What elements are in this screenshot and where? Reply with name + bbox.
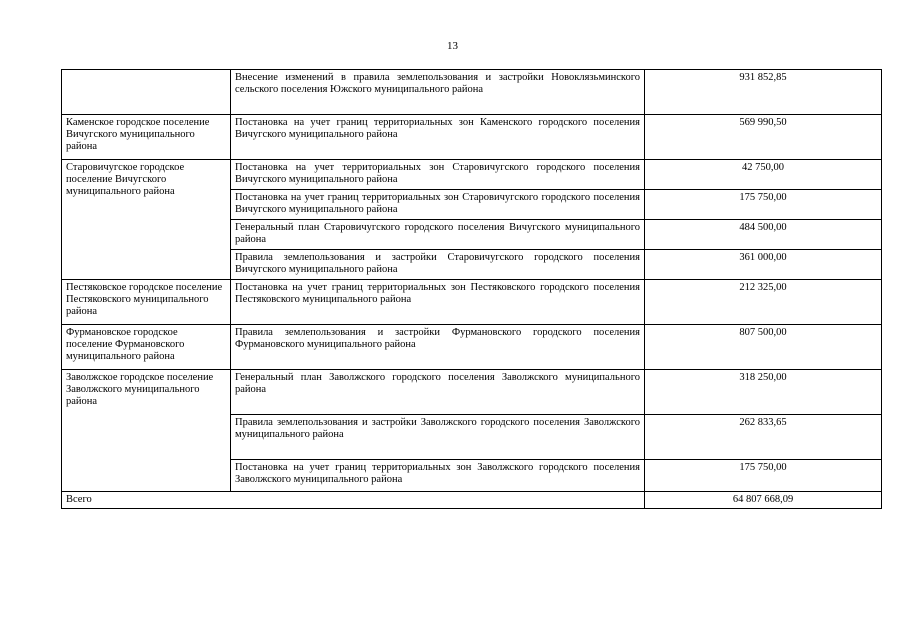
work-description-cell: Генеральный план Старовичугского городского поселения Вичугского муниципального района	[231, 220, 645, 250]
amount-cell: 361 000,00	[645, 250, 882, 280]
amount-cell: 42 750,00	[645, 160, 882, 190]
municipality-cell: Фурмановское городское поселение Фурмановского муниципального района	[62, 325, 231, 370]
municipality-cell: Старовичугское городское поселение Вичугского муниципального района	[62, 160, 231, 280]
work-description-cell: Правила землепользования и застройки Фурмановского городского поселения Фурмановского муниципального района	[231, 325, 645, 370]
work-description-cell: Постановка на учет границ территориальных зон Старовичугского городского поселения Вичугского муниципального района	[231, 190, 645, 220]
work-description-cell: Постановка на учет границ территориальных зон Заволжского городского поселения Заволжского муниципального района	[231, 460, 645, 492]
work-description-cell: Правила землепользования и застройки Заволжского городского поселения Заволжского муниципального района	[231, 415, 645, 460]
amount-cell: 569 990,50	[645, 115, 882, 160]
budget-table	[61, 69, 882, 509]
municipality-cell	[62, 70, 231, 115]
amount-cell: 175 750,00	[645, 460, 882, 492]
table-row	[62, 70, 882, 115]
total-label: Всего	[62, 492, 645, 509]
work-description-cell: Постановка на учет территориальных зон Старовичугского городского поселения Вичугского муниципального района	[231, 160, 645, 190]
total-row	[62, 492, 882, 509]
table-row	[62, 370, 882, 415]
total-amount: 64 807 668,09	[645, 492, 882, 509]
amount-cell: 807 500,00	[645, 325, 882, 370]
municipality-cell: Пестяковское городское поселение Пестяковского муниципального района	[62, 280, 231, 325]
municipality-cell: Каменское городское поселение Вичугского муниципального района	[62, 115, 231, 160]
table-row	[62, 115, 882, 160]
amount-cell: 484 500,00	[645, 220, 882, 250]
work-description-cell: Генеральный план Заволжского городского поселения Заволжского муниципального района	[231, 370, 645, 415]
work-description-cell: Постановка на учет границ территориальных зон Каменского городского поселения Вичугского муниципального района	[231, 115, 645, 160]
municipality-cell: Заволжское городское поселение Заволжского муниципального района	[62, 370, 231, 492]
amount-cell: 175 750,00	[645, 190, 882, 220]
work-description-cell: Правила землепользования и застройки Старовичугского городского поселения Вичугского муниципального района	[231, 250, 645, 280]
table-row	[62, 325, 882, 370]
amount-cell: 212 325,00	[645, 280, 882, 325]
work-description-cell: Внесение изменений в правила землепользования и застройки Новоклязьминского сельского поселения Южского муниципального района	[231, 70, 645, 115]
page-number: 13	[447, 40, 458, 52]
table-row	[62, 160, 882, 190]
work-description-cell: Постановка на учет границ территориальных зон Пестяковского городского поселения Пестяковского муниципального района	[231, 280, 645, 325]
amount-cell: 262 833,65	[645, 415, 882, 460]
amount-cell: 931 852,85	[645, 70, 882, 115]
table-row	[62, 280, 882, 325]
amount-cell: 318 250,00	[645, 370, 882, 415]
